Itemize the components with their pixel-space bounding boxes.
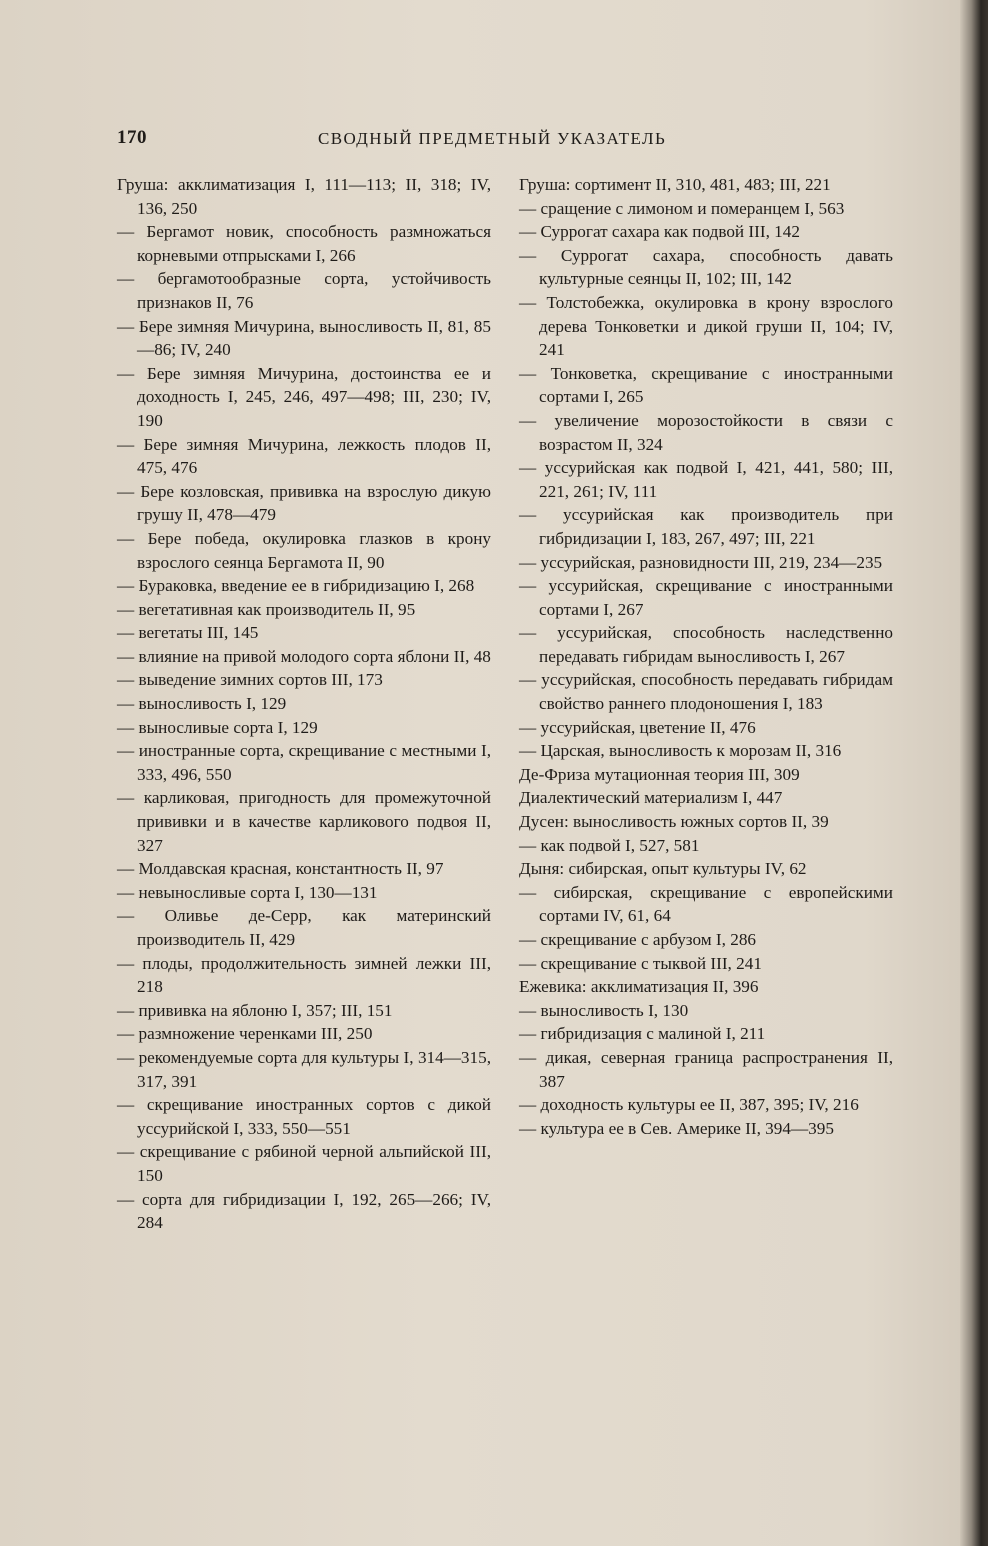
index-entry: — Суррогат сахара, способность давать культурные сеянцы II, 102; III, 142 bbox=[519, 245, 893, 289]
index-entry: — как подвой I, 527, 581 bbox=[519, 835, 700, 855]
index-entry: — скрещивание с арбузом I, 286 bbox=[519, 930, 757, 949]
page-number: 170 bbox=[117, 127, 147, 148]
index-entry: Ежевика: акклиматизация II, 396 bbox=[519, 977, 759, 997]
index-entry: — невыносливые сорта I, 130—131 bbox=[117, 882, 378, 902]
index-entry: — уссурийская, цветение II, 476 bbox=[519, 717, 756, 737]
index-entry: — уссурийская как подвой I, 421, 441, 580; III, 221, 261; IV, 111 bbox=[519, 458, 893, 501]
index-entry: — уссурийская, скрещивание с иностранными сортами I, 267 bbox=[519, 576, 893, 619]
index-entry: — доходность культуры ее II, 387, 395; IV, 216 bbox=[519, 1095, 859, 1115]
index-entry: — выносливость I, 130 bbox=[519, 1000, 689, 1020]
index-entry: — Бере козловская, прививка на взрослую дикую грушу II, 478—479 bbox=[117, 481, 491, 525]
index-entry: — бергамотообразные сорта, устойчивость признаков II, 76 bbox=[117, 269, 491, 312]
index-entry: — размножение черенками III, 250 bbox=[117, 1024, 373, 1044]
index-entry: — сорта для гибридизации I, 192, 265—266; IV, 284 bbox=[117, 1189, 491, 1233]
index-entry: — Суррогат сахара как подвой III, 142 bbox=[519, 222, 800, 242]
index-entry: — прививка на яблоню I, 357; III, 151 bbox=[117, 1000, 393, 1020]
running-title: СВОДНЫЙ ПРЕДМЕТНЫЙ УКАЗАТЕЛЬ bbox=[318, 129, 667, 148]
index-entry: — культура ее в Сев. Америке II, 394—395 bbox=[519, 1118, 834, 1138]
index-entry: — увеличение морозостойкости в связи с возрастом II, 324 bbox=[519, 410, 893, 454]
index-column-right bbox=[519, 173, 893, 1140]
index-entry: Де-Фриза мутационная теория III, 309 bbox=[519, 764, 800, 784]
index-entry: Диалектический материализм I, 447 bbox=[519, 788, 783, 808]
index-entry: — уссурийская, способность передавать гибридам свойство раннего плодоношения I, 183 bbox=[519, 670, 893, 714]
index-entry: — гибридизация с малиной I, 211 bbox=[519, 1024, 766, 1044]
index-entry: Дусен: выносливость южных сортов II, 39 bbox=[519, 812, 829, 832]
index-entry: — Бере зимняя Мичурина, лежкость плодов II, 475, 476 bbox=[117, 434, 491, 478]
index-entry: — карликовая, пригодность для промежуточной прививки и в качестве карликового подвоя II, 327 bbox=[117, 788, 491, 855]
index-entry: — сращение с лимоном и померанцем I, 563 bbox=[519, 198, 845, 218]
index-entry: — скрещивание с рябиной черной альпийской III, 150 bbox=[117, 1142, 491, 1185]
index-entry: — выносливые сорта I, 129 bbox=[117, 717, 318, 737]
index-entry: — скрещивание иностранных сортов с дикой уссурийской I, 333, 550—551 bbox=[117, 1095, 491, 1138]
index-entry: — уссурийская как производитель при гибридизации I, 183, 267, 497; III, 221 bbox=[519, 505, 893, 548]
index-entry: — иностранные сорта, скрещивание с местными I, 333, 496, 550 bbox=[117, 741, 491, 784]
index-entry: — вегетаты III, 145 bbox=[117, 623, 259, 643]
index-entry: Дыня: сибирская, опыт культуры IV, 62 bbox=[519, 859, 807, 879]
book-spine-shadow bbox=[960, 0, 988, 1546]
index-entry: — уссурийская, способность наследственно передавать гибридам выносливость I, 267 bbox=[519, 623, 893, 666]
index-entry: — сибирская, скрещивание с европейскими сортами IV, 61, 64 bbox=[519, 882, 893, 926]
index-entry: — Бере победа, окулировка глазков в крону взрослого сеянца Бергамота II, 90 bbox=[117, 528, 491, 572]
index-entry: — рекомендуемые сорта для культуры I, 314—315, 317, 391 bbox=[117, 1047, 491, 1091]
index-entry: — влияние на привой молодого сорта яблони II, 48 bbox=[117, 646, 491, 666]
index-entry: — Бураковка, введение ее в гибридизацию I, 268 bbox=[117, 576, 475, 596]
index-entry: Груша: сортимент II, 310, 481, 483; III, 221 bbox=[519, 175, 831, 194]
index-entry: — выведение зимних сортов III, 173 bbox=[117, 670, 383, 690]
index-entry: — дикая, северная граница распространения II, 387 bbox=[519, 1047, 893, 1091]
index-entry: — скрещивание с тыквой III, 241 bbox=[519, 953, 762, 973]
index-entry: — уссурийская, разновидности III, 219, 234—235 bbox=[519, 552, 883, 572]
index-entry: — Бергамот новик, способность размножаться корневыми отпрысками I, 266 bbox=[117, 222, 491, 265]
index-entry: Груша: акклиматизация I, 111—113; II, 318; IV, 136, 250 bbox=[117, 175, 491, 218]
index-entry: — выносливость I, 129 bbox=[117, 694, 287, 714]
index-entry: — Тонковетка, скрещивание с иностранными сортами I, 265 bbox=[519, 363, 893, 407]
index-entry: — Оливье де-Серр, как материнский производитель II, 429 bbox=[117, 906, 491, 949]
index-entry: — Бере зимняя Мичурина, достоинства ее и доходность I, 245, 246, 497—498; III, 230; IV, 190 bbox=[117, 363, 491, 430]
index-entry: — вегетативная как производитель II, 95 bbox=[117, 599, 416, 619]
index-entry: — Бере зимняя Мичурина, выносливость II, 81, 85—86; IV, 240 bbox=[117, 316, 491, 360]
index-entry: — Толстобежка, окулировка в крону взрослого дерева Тонковетки и дикой груши II, 104; IV, 241 bbox=[519, 292, 893, 360]
index-entry: — Царская, выносливость к морозам II, 316 bbox=[519, 741, 842, 761]
index-column-left bbox=[117, 173, 491, 1235]
index-entry: — Молдавская красная, константность II, 97 bbox=[117, 859, 444, 879]
index-entry: — плоды, продолжительность зимней лежки III, 218 bbox=[117, 953, 491, 997]
